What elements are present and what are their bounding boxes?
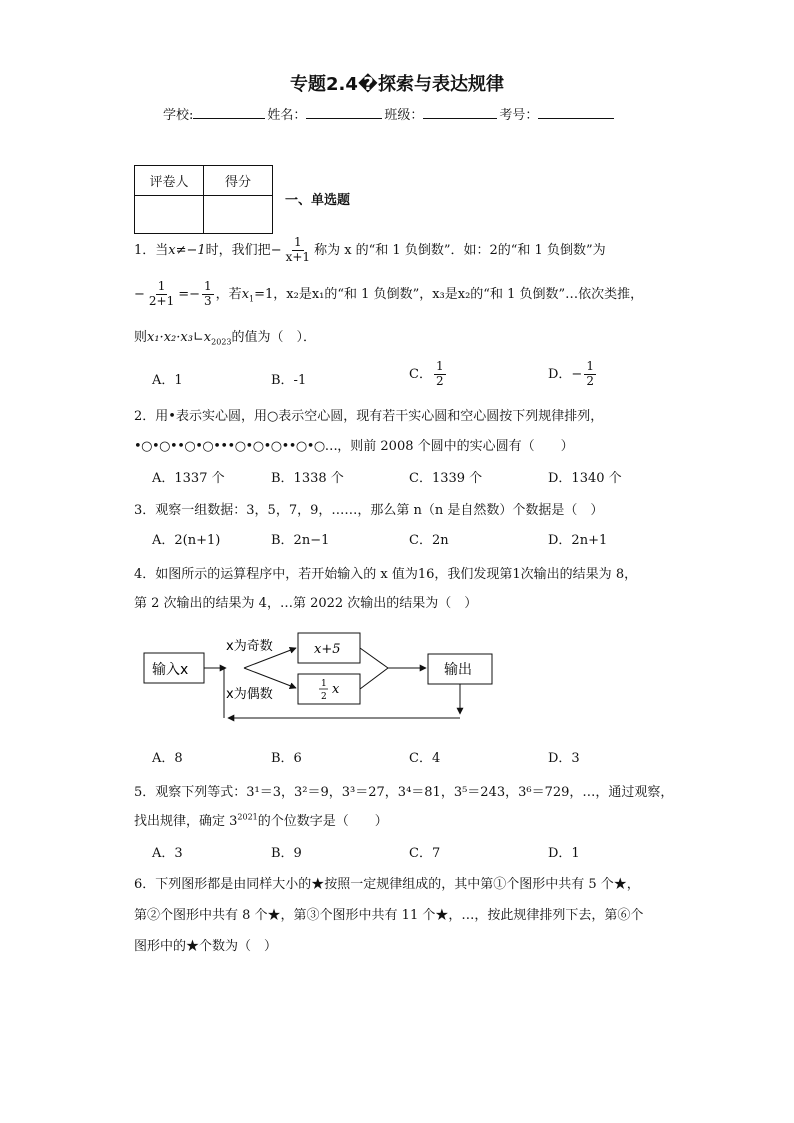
school-blank[interactable] bbox=[193, 104, 265, 119]
q2-option-a[interactable]: A．1337 个 bbox=[152, 471, 225, 486]
q4-option-a[interactable]: A．8 bbox=[152, 751, 183, 766]
q1-option-d[interactable] bbox=[548, 360, 598, 389]
class-blank[interactable] bbox=[423, 104, 497, 119]
x1-sub: 1 bbox=[249, 294, 255, 304]
q1-text: 称为 x 的“和 1 负倒数”．如：2的“和 1 负倒数”为 bbox=[314, 242, 606, 258]
merge-line-top bbox=[360, 648, 388, 668]
q5-option-c[interactable]: C．7 bbox=[409, 846, 441, 861]
q1-fraction bbox=[284, 236, 312, 265]
odd-label: x为奇数 bbox=[226, 639, 273, 654]
x1-value: =1 bbox=[254, 286, 274, 302]
half-denominator: 2 bbox=[321, 692, 327, 702]
flowchart-diagram bbox=[140, 628, 500, 728]
q1-line3 bbox=[134, 326, 316, 347]
q2-line2 bbox=[134, 435, 574, 454]
q4-option-c[interactable]: C．4 bbox=[409, 751, 441, 766]
score-header: 得分 bbox=[204, 166, 273, 196]
output-label: 输出 bbox=[444, 662, 472, 678]
q5-option-d[interactable]: D．1 bbox=[548, 846, 580, 861]
q1-text: 1．当 bbox=[134, 242, 169, 258]
q1-text: 时，我们把 bbox=[205, 242, 271, 258]
q1-option-a[interactable]: A．1 bbox=[152, 373, 183, 388]
class-label: 班级： bbox=[384, 108, 424, 123]
q2-sequence: •○•○••○•○•••○•○•○••○•○… bbox=[134, 439, 338, 454]
denominator: 2+1 bbox=[148, 293, 175, 308]
numerator: 1 bbox=[435, 359, 444, 373]
name-blank[interactable] bbox=[306, 104, 382, 119]
q1-example-fraction bbox=[147, 280, 176, 309]
q2-text: ，则前 2008 个圆中的实心圆有（ ） bbox=[337, 439, 574, 454]
q3-line1: 3．观察一组数据：3，5，7，9，……，那么第 n（n 是自然数）个数据是（ ） bbox=[134, 503, 604, 518]
q1-text: 则 bbox=[134, 330, 148, 345]
q1-condition: x≠−1 bbox=[168, 242, 206, 258]
denominator: 2 bbox=[586, 373, 594, 388]
half-box bbox=[298, 674, 360, 704]
option-fraction bbox=[584, 360, 596, 389]
q3-option-c[interactable]: C．2n bbox=[409, 533, 449, 548]
section-title: 一、单选题 bbox=[285, 193, 351, 208]
q3-option-d[interactable]: D．2n+1 bbox=[548, 533, 608, 548]
q4-option-d[interactable]: D．3 bbox=[548, 751, 580, 766]
q1-product-sub: 2023 bbox=[211, 337, 232, 347]
q1-line1 bbox=[134, 236, 606, 265]
q5-line2 bbox=[134, 810, 388, 829]
q2-option-b[interactable]: B．1338 个 bbox=[271, 471, 344, 486]
q3-option-b[interactable]: B．2n−1 bbox=[271, 533, 330, 548]
option-label: D．− bbox=[548, 366, 583, 382]
option-fraction bbox=[434, 360, 446, 389]
q5-option-b[interactable]: B．9 bbox=[271, 846, 302, 861]
q1-line2 bbox=[134, 280, 643, 309]
merge-line-bottom bbox=[360, 668, 388, 689]
q3-option-a[interactable]: A．2(n+1) bbox=[152, 533, 221, 548]
half-numerator: 1 bbox=[321, 679, 327, 689]
score-cell[interactable] bbox=[204, 196, 273, 234]
even-arrow bbox=[244, 668, 296, 688]
q5-text: 找出规律，确定 3 bbox=[134, 814, 238, 829]
page-title: 专题2.4�探索与表达规律 bbox=[290, 74, 504, 95]
q5-text: 的个位数字是（ ） bbox=[257, 814, 388, 829]
q2-option-d[interactable]: D．1340 个 bbox=[548, 471, 622, 486]
q1-text: ，若 bbox=[215, 286, 242, 302]
q4-option-b[interactable]: B．6 bbox=[271, 751, 302, 766]
input-label: 输入x bbox=[152, 662, 189, 678]
add-five-label: x+5 bbox=[314, 642, 341, 657]
score-table bbox=[134, 165, 273, 234]
q1-text: ，x₂是x₁的“和 1 负倒数”，x₃是x₂的“和 1 负倒数”…依次类推， bbox=[273, 286, 644, 302]
name-label: 姓名： bbox=[267, 108, 307, 123]
q1-minus: − bbox=[270, 242, 282, 258]
school-label: 学校: bbox=[163, 108, 194, 123]
minus: − bbox=[134, 286, 145, 302]
q1-result-fraction bbox=[202, 280, 214, 309]
q5-line1: 5．观察下列等式：3¹＝3，3²＝9，3³＝27，3⁴＝81，3⁵＝243，3⁶＝729，…，通过观察， bbox=[134, 785, 674, 800]
grader-cell[interactable] bbox=[135, 196, 204, 234]
equals: =− bbox=[178, 286, 201, 302]
numerator: 1 bbox=[204, 279, 212, 293]
q1-text: 的值为（ ）． bbox=[231, 330, 317, 345]
even-label: x为偶数 bbox=[226, 687, 273, 702]
denominator: 2 bbox=[435, 373, 444, 388]
exam-number-blank[interactable] bbox=[538, 104, 614, 119]
exam-number-label: 考号： bbox=[499, 108, 539, 123]
q6-line1: 6．下列图形都是由同样大小的★按照一定规律组成的，其中第①个图形中共有 5 个★， bbox=[134, 877, 640, 892]
denominator: 3 bbox=[204, 293, 212, 308]
grader-header: 评卷人 bbox=[135, 166, 204, 196]
numerator: 1 bbox=[157, 279, 166, 293]
numerator: 1 bbox=[294, 235, 302, 249]
q5-option-a[interactable]: A．3 bbox=[152, 846, 183, 861]
q1-option-c[interactable] bbox=[409, 360, 448, 389]
q4-line2: 第 2 次输出的结果为 4，…第 2022 次输出的结果为（ ） bbox=[134, 596, 478, 611]
q4-line1: 4．如图所示的运算程序中，若开始输入的 x 值为16，我们发现第1次输出的结果为 8， bbox=[134, 567, 638, 582]
q1-option-b[interactable]: B．-1 bbox=[271, 373, 307, 388]
q6-line3: 图形中的★个数为（ ） bbox=[134, 939, 278, 954]
student-info-line bbox=[163, 104, 616, 123]
numerator: 1 bbox=[586, 359, 594, 373]
x1-var: x bbox=[241, 286, 250, 302]
option-label: C． bbox=[409, 366, 432, 382]
q6-line2: 第②个图形中共有 8 个★，第③个图形中共有 11 个★，…，按此规律排列下去，第⑥个 bbox=[134, 908, 644, 923]
half-var: x bbox=[332, 682, 340, 697]
q5-exponent: 2021 bbox=[237, 812, 258, 822]
q2-line1: 2．用•表示实心圆，用○表示空心圆，现有若干实心圆和空心圆按下列规律排列， bbox=[134, 409, 604, 424]
q2-option-c[interactable]: C．1339 个 bbox=[409, 471, 483, 486]
denominator: x+1 bbox=[285, 249, 311, 264]
q1-product-expr: x₁·x₂·x₃∟x bbox=[147, 330, 212, 345]
